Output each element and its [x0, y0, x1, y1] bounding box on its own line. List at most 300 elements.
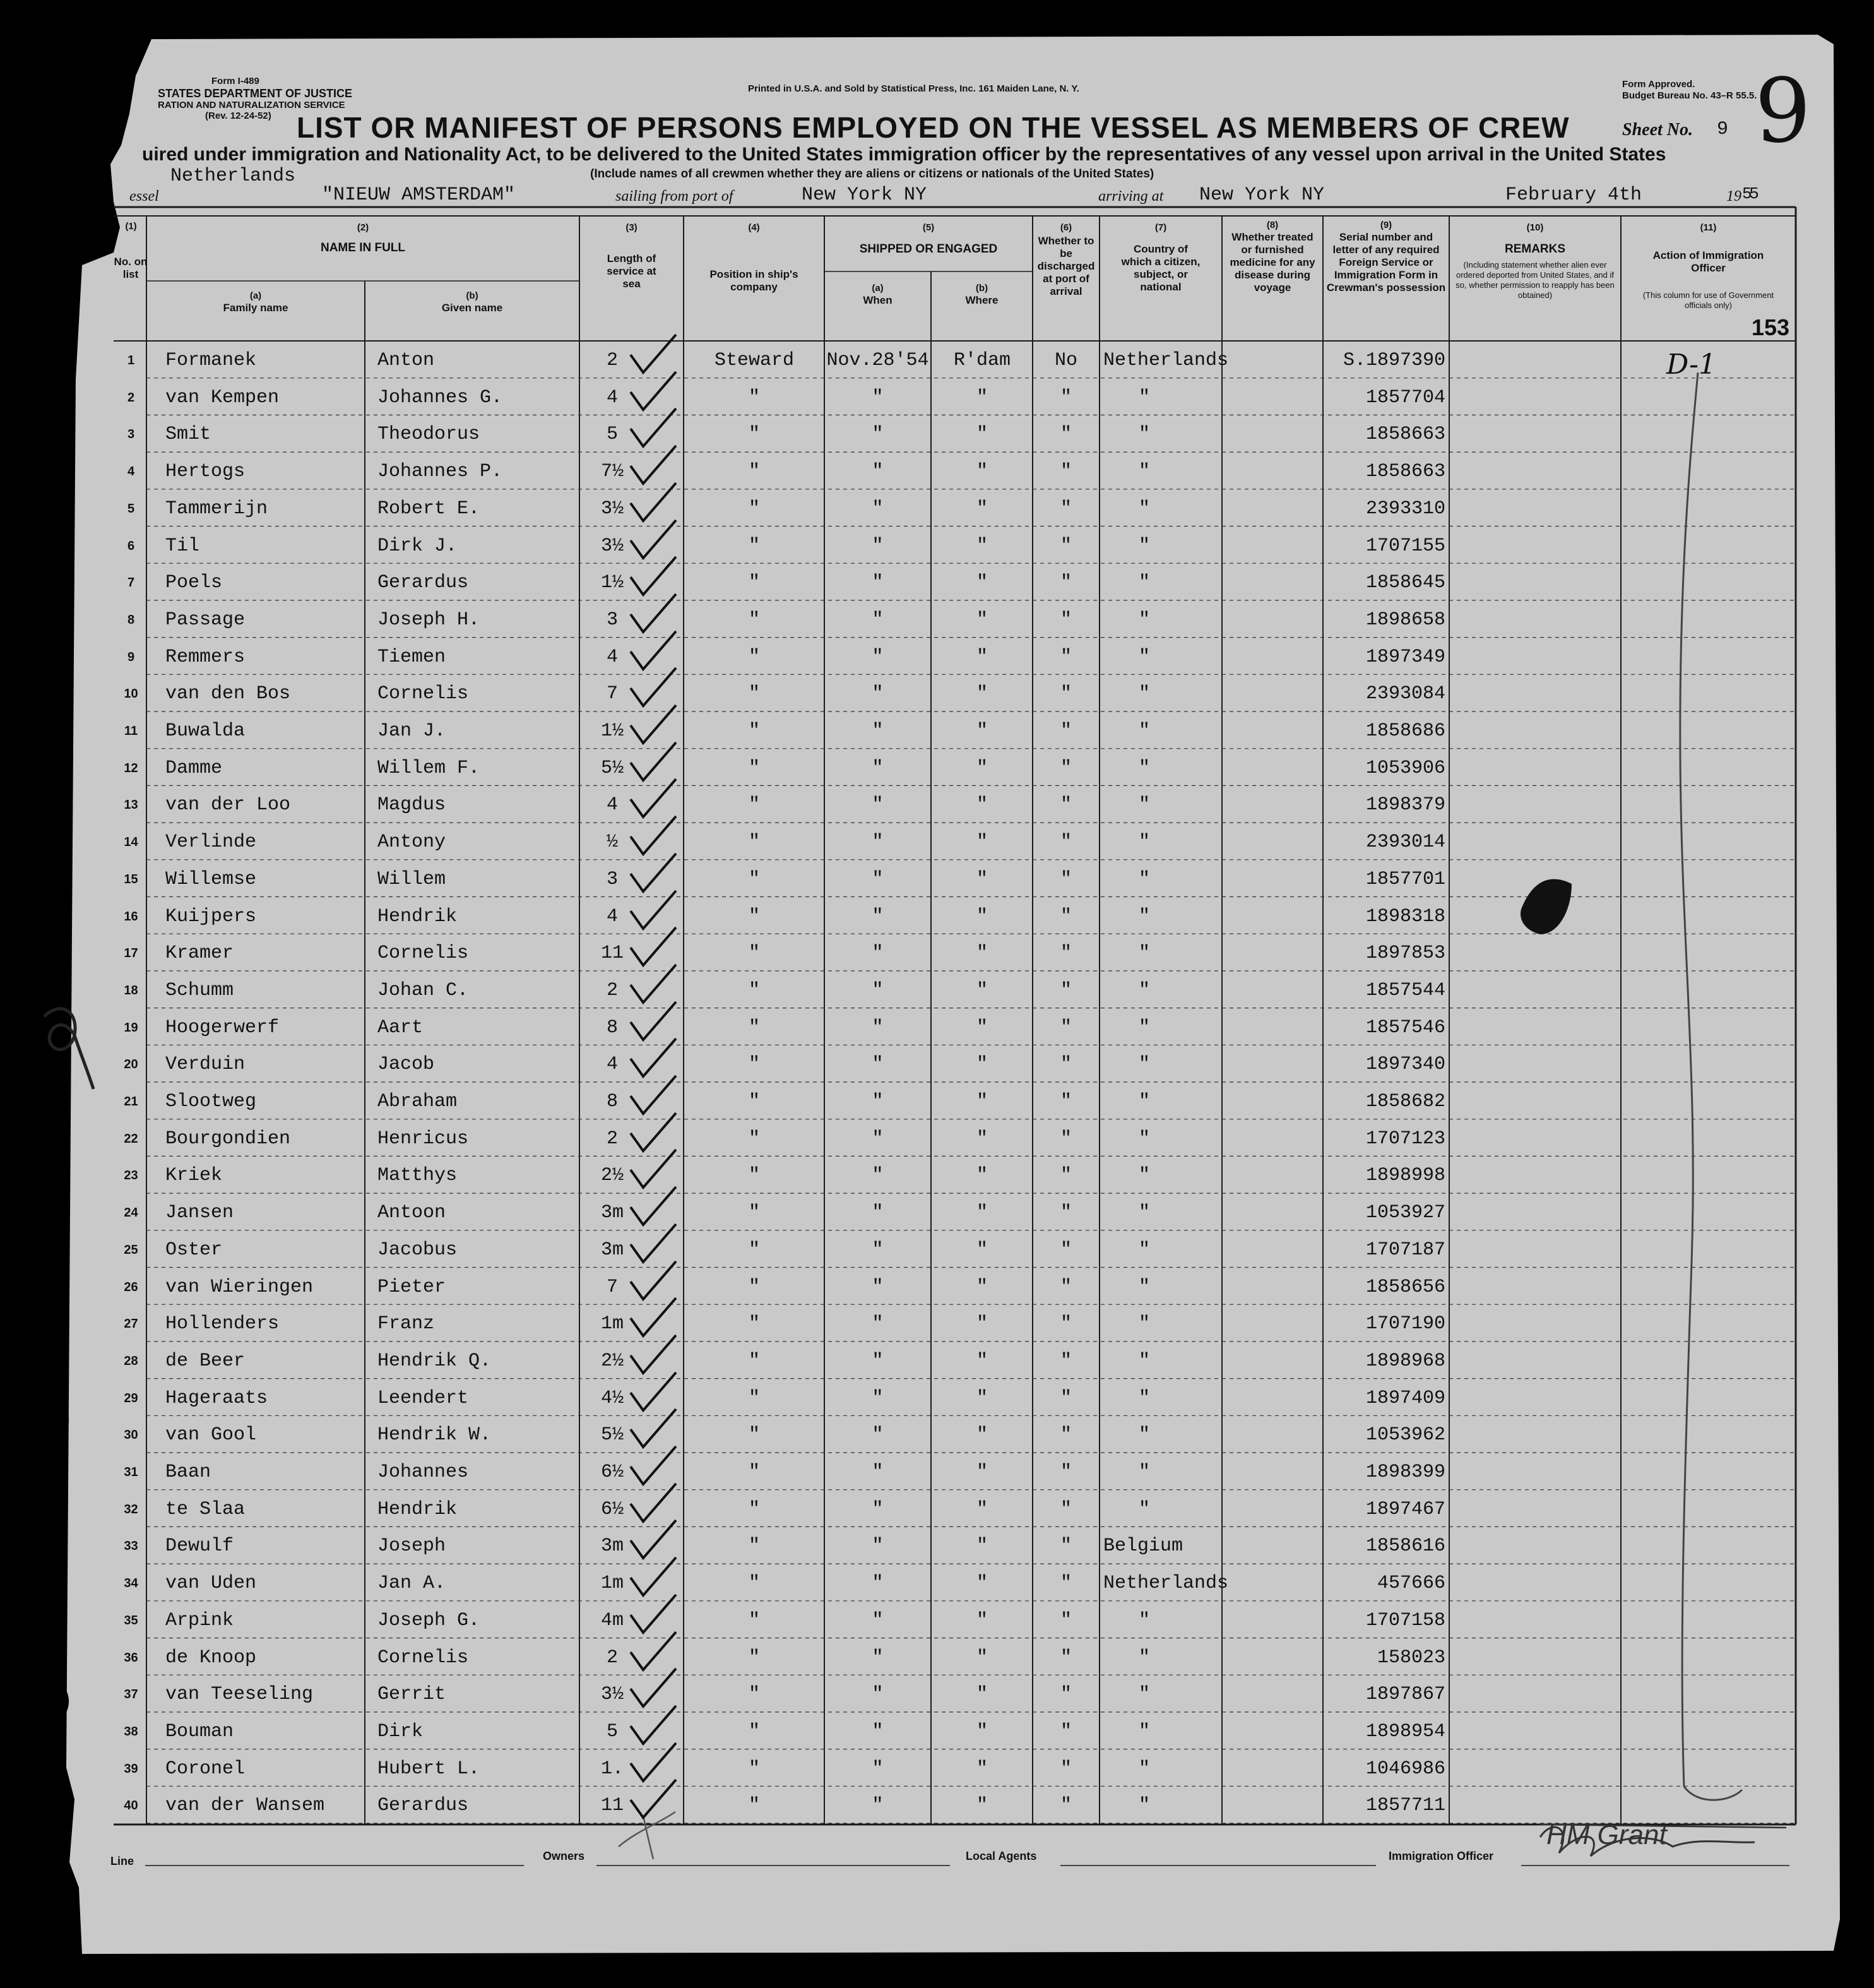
shipped-where-cell: ": [976, 646, 988, 668]
serial-number-cell: 1897467: [1365, 1498, 1445, 1520]
col3-num: (3): [626, 222, 638, 233]
given-name-cell: Johannes: [377, 1461, 469, 1483]
family-name-cell: Kramer: [165, 943, 234, 965]
family-name-cell: Remmers: [165, 646, 246, 668]
shipped-when-cell: ": [872, 1461, 884, 1483]
given-name-cell: Robert E.: [377, 497, 480, 520]
shipped-when-cell: ": [872, 646, 884, 668]
col9-num: (9): [1380, 220, 1392, 230]
given-name-cell: Henricus: [377, 1128, 469, 1150]
discharged-cell: ": [1060, 1498, 1072, 1520]
service-length-cell: 3m: [600, 1535, 624, 1557]
discharged-cell: ": [1060, 683, 1072, 705]
col1-header: No. on list: [114, 256, 148, 280]
service-length-cell: 8: [606, 1016, 618, 1039]
col10-num: (10): [1526, 222, 1544, 233]
shipped-when-cell: ": [872, 1535, 884, 1557]
discharged-cell: ": [1060, 1239, 1072, 1261]
shipped-where-cell: R'dam: [953, 350, 1011, 371]
shipped-when-cell: ": [872, 1758, 884, 1780]
position-cell: ": [748, 386, 760, 408]
row-number: 13: [124, 798, 138, 812]
table-row: [0, 1232, 1874, 1268]
year-suffix: 5 5: [1742, 184, 1753, 203]
shipped-where-cell: ": [976, 683, 988, 705]
col2a-num: (a): [249, 290, 262, 301]
discharged-cell: ": [1060, 1202, 1072, 1224]
shipped-when-cell: ": [872, 943, 884, 965]
shipped-where-cell: ": [976, 1387, 988, 1409]
service-length-cell: 4½: [600, 1387, 624, 1409]
service-length-cell: 3: [606, 609, 618, 631]
given-name-cell: Dirk J.: [377, 535, 458, 557]
col11-num: (11): [1700, 222, 1717, 233]
page-title: LIST OR MANIFEST OF PERSONS EMPLOYED ON THE VESSEL AS MEMBERS OF CREW: [297, 111, 1570, 144]
position-cell: ": [748, 1387, 760, 1409]
col8-header: Whether treated or furnished medicine for any disease during voyage: [1230, 231, 1315, 294]
position-cell: ": [748, 1609, 760, 1631]
table-row: [0, 1343, 1874, 1379]
country-cell: ": [1138, 1387, 1150, 1409]
family-name-cell: Coronel: [165, 1758, 246, 1780]
table-row: [0, 935, 1874, 972]
country-cell: Netherlands: [1103, 1573, 1229, 1595]
serial-number-cell: 457666: [1377, 1573, 1445, 1595]
family-name-cell: Verlinde: [165, 831, 257, 854]
country-cell: ": [1138, 1684, 1150, 1706]
country-cell: ": [1138, 1313, 1150, 1335]
row-number: 19: [124, 1020, 138, 1035]
shipped-where-cell: ": [976, 1609, 988, 1631]
service-length-cell: ½: [606, 831, 618, 854]
shipped-where-cell: ": [976, 943, 988, 965]
discharged-cell: ": [1060, 1461, 1072, 1483]
family-name-cell: Oster: [165, 1239, 223, 1261]
position-cell: ": [748, 535, 760, 557]
service-length-cell: 6½: [600, 1498, 624, 1520]
row-number: 25: [124, 1242, 138, 1257]
discharged-cell: ": [1060, 535, 1072, 557]
table-row: [0, 1751, 1874, 1787]
shipped-where-cell: ": [976, 1795, 988, 1817]
printer-line: Printed in U.S.A. and Sold by Statistical Press, Inc. 161 Maiden Lane, N. Y.: [748, 83, 1079, 94]
given-name-cell: Willem: [377, 868, 446, 890]
country-cell: ": [1138, 1609, 1150, 1631]
row-number: 14: [124, 835, 138, 850]
shipped-where-cell: ": [976, 535, 988, 557]
given-name-cell: Cornelis: [377, 1646, 469, 1669]
service-length-cell: 11: [600, 1795, 624, 1817]
col8-num: (8): [1266, 220, 1279, 230]
country-cell: ": [1138, 1498, 1150, 1520]
shipped-where-cell: ": [976, 386, 988, 408]
family-name-cell: Dewulf: [165, 1535, 234, 1557]
given-name-cell: Franz: [377, 1313, 435, 1335]
shipped-when-cell: ": [872, 1128, 884, 1150]
table-row: [0, 453, 1874, 490]
row-number: 27: [124, 1317, 138, 1331]
family-name-cell: Hoogerwerf: [165, 1016, 280, 1039]
service-length-cell: 3½: [600, 535, 624, 557]
shipped-where-cell: ": [976, 1128, 988, 1150]
shipped-when-cell: ": [872, 1387, 884, 1409]
row-number: 32: [124, 1502, 138, 1516]
discharged-cell: ": [1060, 1054, 1072, 1076]
position-cell: ": [748, 646, 760, 668]
service-length-cell: 4: [606, 386, 618, 408]
arriving-port: New York NY: [1199, 184, 1325, 206]
family-name-cell: Hertogs: [165, 461, 246, 483]
serial-number-cell: 2393084: [1365, 683, 1445, 705]
vessel-name: "NIEUW AMSTERDAM": [322, 184, 516, 206]
shipped-when-cell: ": [872, 1720, 884, 1742]
shipped-where-cell: ": [976, 868, 988, 890]
service-length-cell: 4: [606, 905, 618, 927]
given-name-cell: Hendrik Q.: [377, 1350, 492, 1372]
discharged-cell: ": [1060, 979, 1072, 1001]
country-cell: ": [1138, 1202, 1150, 1224]
discharged-cell: ": [1060, 1535, 1072, 1557]
country-cell: ": [1138, 609, 1150, 631]
discharged-cell: ": [1060, 609, 1072, 631]
revision: (Rev. 12-24-52): [205, 110, 271, 121]
family-name-cell: van Uden: [165, 1573, 257, 1595]
shipped-when-cell: ": [872, 424, 884, 446]
discharged-cell: ": [1060, 1165, 1072, 1187]
row-number: 8: [127, 612, 135, 627]
table-row: [0, 824, 1874, 860]
country-cell: ": [1138, 1350, 1150, 1372]
table-row: [0, 787, 1874, 823]
given-name-cell: Joseph H.: [377, 609, 480, 631]
year-prefix: 19: [1726, 188, 1741, 205]
discharged-cell: ": [1060, 1573, 1072, 1595]
table-row: [0, 1565, 1874, 1602]
table-row: [0, 639, 1874, 676]
footer-immigration-officer-label: Immigration Officer: [1389, 1850, 1494, 1862]
row-number: 37: [124, 1687, 138, 1702]
service: RATION AND NATURALIZATION SERVICE: [158, 100, 345, 110]
shipped-when-cell: ": [872, 831, 884, 854]
table-row: [0, 750, 1874, 787]
row-number: 28: [124, 1354, 138, 1368]
col5b-num: (b): [975, 283, 988, 294]
given-name-cell: Cornelis: [377, 943, 469, 965]
serial-number-cell: 1898658: [1365, 609, 1445, 631]
serial-number-cell: 1858663: [1365, 461, 1445, 483]
service-length-cell: 7: [606, 1276, 618, 1298]
shipped-when-cell: ": [872, 979, 884, 1001]
service-length-cell: 4m: [600, 1609, 624, 1631]
table-row: [0, 602, 1874, 638]
shipped-when-cell: ": [872, 1202, 884, 1224]
serial-number-cell: 1858616: [1365, 1535, 1445, 1557]
count-annotation: 153: [1752, 314, 1790, 340]
sheet-number-typed: 9: [1717, 119, 1729, 140]
sheet-number-handwritten: 9: [1755, 60, 1812, 163]
table-row: [0, 1528, 1874, 1564]
row-number: 15: [124, 872, 138, 886]
table-row: [0, 1009, 1874, 1046]
serial-number-cell: 1053962: [1365, 1424, 1445, 1446]
shipped-when-cell: ": [872, 1424, 884, 1446]
col4-header: Position in ship's company: [709, 268, 798, 293]
page-subtitle: uired under immigration and Nationality Act, to be delivered to the United States immigration officer by the representatives of any vessel upon arrival in the United States: [142, 144, 1666, 165]
col10-note: (Including statement whether alien ever ordered deported from United States, and if so, whether permission to reapply has been obtained): [1456, 260, 1615, 300]
row-number: 16: [124, 909, 138, 924]
family-name-cell: Passage: [165, 609, 246, 631]
shipped-when-cell: ": [872, 1646, 884, 1669]
table-row: [0, 416, 1874, 453]
position-cell: ": [748, 831, 760, 854]
position-cell: ": [748, 1350, 760, 1372]
position-cell: ": [748, 1758, 760, 1780]
shipped-where-cell: ": [976, 1684, 988, 1706]
col1-num: (1): [125, 221, 137, 232]
serial-number-cell: 1707187: [1365, 1239, 1445, 1261]
serial-number-cell: 1897867: [1365, 1684, 1445, 1706]
col2b-header: Given name: [441, 302, 503, 314]
serial-number-cell: 2393310: [1365, 497, 1445, 520]
discharged-cell: ": [1060, 386, 1072, 408]
shipped-when-cell: ": [872, 1091, 884, 1112]
shipped-where-cell: ": [976, 497, 988, 520]
position-cell: ": [748, 1016, 760, 1039]
serial-number-cell: 1897853: [1365, 943, 1445, 965]
country-cell: ": [1138, 1165, 1150, 1187]
row-number: 36: [124, 1650, 138, 1665]
col11-header: Action of Immigration Officer: [1652, 249, 1764, 274]
shipped-where-cell: ": [976, 1276, 988, 1298]
row-number: 26: [124, 1280, 138, 1294]
position-cell: ": [748, 1128, 760, 1150]
row-number: 4: [127, 465, 135, 479]
family-name-cell: Slootweg: [165, 1091, 257, 1112]
discharged-cell: ": [1060, 1720, 1072, 1742]
given-name-cell: Dirk: [377, 1720, 424, 1742]
family-name-cell: de Knoop: [165, 1646, 257, 1669]
position-cell: ": [748, 905, 760, 927]
service-length-cell: 1½: [600, 720, 624, 742]
discharged-cell: ": [1060, 424, 1072, 446]
row-number: 17: [124, 946, 138, 961]
row-number: 7: [127, 576, 135, 590]
service-length-cell: 1½: [600, 572, 624, 594]
service-length-cell: 7: [606, 683, 618, 705]
given-name-cell: Antoon: [377, 1202, 446, 1224]
shipped-where-cell: ": [976, 1202, 988, 1224]
serial-number-cell: 1898998: [1365, 1165, 1445, 1187]
position-cell: ": [748, 1165, 760, 1187]
arrival-date: February 4th: [1505, 184, 1642, 206]
discharged-cell: ": [1060, 497, 1072, 520]
family-name-cell: Baan: [165, 1461, 211, 1483]
row-number: 20: [124, 1057, 138, 1072]
service-length-cell: 1.: [600, 1758, 624, 1780]
col7-num: (7): [1154, 222, 1167, 233]
serial-number-cell: 1707123: [1365, 1128, 1445, 1150]
family-name-cell: Hageraats: [165, 1387, 268, 1409]
country-cell: ": [1138, 424, 1150, 446]
table-row: [0, 898, 1874, 935]
vessel-flag: Netherlands: [170, 165, 296, 187]
family-name-cell: Buwalda: [165, 720, 246, 742]
shipped-where-cell: ": [976, 1720, 988, 1742]
row-number: 1: [127, 354, 135, 367]
table-row: [0, 342, 1874, 379]
shipped-when-cell: ": [872, 1684, 884, 1706]
serial-number-cell: 1707155: [1365, 535, 1445, 557]
service-length-cell: 11: [600, 943, 624, 965]
row-number: 24: [124, 1206, 138, 1220]
footer-local-agents-label: Local Agents: [966, 1850, 1037, 1862]
country-cell: ": [1138, 1758, 1150, 1780]
family-name-cell: Formanek: [165, 350, 257, 371]
given-name-cell: Magdus: [377, 794, 446, 816]
shipped-where-cell: ": [976, 757, 988, 779]
shipped-when-cell: ": [872, 535, 884, 557]
position-cell: ": [748, 1054, 760, 1076]
family-name-cell: Willemse: [165, 868, 257, 890]
shipped-where-cell: ": [976, 1350, 988, 1372]
service-length-cell: 1m: [600, 1573, 624, 1595]
given-name-cell: Johannes G.: [377, 386, 503, 408]
position-cell: Steward: [714, 350, 795, 371]
serial-number-cell: 1898399: [1365, 1461, 1445, 1483]
serial-number-cell: 1857546: [1365, 1016, 1445, 1039]
row-number: 38: [124, 1724, 138, 1739]
row-number: 31: [124, 1465, 138, 1479]
service-length-cell: 5: [606, 424, 618, 446]
family-name-cell: Kriek: [165, 1165, 223, 1187]
discharged-cell: ": [1060, 1609, 1072, 1631]
shipped-where-cell: ": [976, 979, 988, 1001]
serial-number-cell: 1857544: [1365, 979, 1445, 1001]
discharged-cell: ": [1060, 831, 1072, 854]
discharged-cell: ": [1060, 1646, 1072, 1669]
serial-number-cell: 158023: [1377, 1646, 1445, 1669]
row-number: 3: [127, 427, 135, 442]
discharged-cell: ": [1060, 757, 1072, 779]
row-number: 29: [124, 1391, 138, 1405]
department: STATES DEPARTMENT OF JUSTICE: [158, 87, 353, 100]
row-number: 35: [124, 1613, 138, 1628]
family-name-cell: Verduin: [165, 1054, 246, 1076]
given-name-cell: Anton: [377, 350, 435, 371]
table-row: [0, 379, 1874, 416]
serial-number-cell: 1707190: [1365, 1313, 1445, 1335]
from-port: New York NY: [802, 184, 927, 206]
serial-number-cell: 1898954: [1365, 1720, 1445, 1742]
shipped-where-cell: ": [976, 1016, 988, 1039]
budget-bureau: Budget Bureau No. 43–R 55.5.: [1622, 90, 1757, 101]
sailing-label: sailing from port of: [615, 188, 733, 205]
table-row: [0, 1121, 1874, 1157]
discharged-cell: ": [1060, 1758, 1072, 1780]
row-number: 33: [124, 1539, 138, 1554]
country-cell: ": [1138, 1091, 1150, 1112]
serial-number-cell: 1858682: [1365, 1091, 1445, 1112]
given-name-cell: Abraham: [377, 1091, 458, 1112]
shipped-when-cell: ": [872, 1573, 884, 1595]
shipped-when-cell: ": [872, 1054, 884, 1076]
shipped-when-cell: ": [872, 1609, 884, 1631]
serial-number-cell: 1857704: [1365, 386, 1445, 408]
serial-number-cell: 2393014: [1365, 831, 1445, 854]
discharged-cell: ": [1060, 1684, 1072, 1706]
col5a-num: (a): [872, 283, 884, 294]
given-name-cell: Johannes P.: [377, 461, 503, 483]
country-cell: ": [1138, 1720, 1150, 1742]
row-number: 9: [127, 650, 135, 664]
service-length-cell: 4: [606, 794, 618, 816]
row-number: 10: [124, 687, 138, 701]
country-cell: ": [1138, 386, 1150, 408]
position-cell: ": [748, 1498, 760, 1520]
service-length-cell: 3½: [600, 1684, 624, 1706]
table-row: [0, 1046, 1874, 1083]
position-cell: ": [748, 979, 760, 1001]
position-cell: ": [748, 572, 760, 594]
given-name-cell: Hendrik W.: [377, 1424, 492, 1446]
shipped-when-cell: ": [872, 1350, 884, 1372]
position-cell: ": [748, 1535, 760, 1557]
family-name-cell: Hollenders: [165, 1313, 280, 1335]
family-name-cell: Jansen: [165, 1202, 234, 1224]
discharged-cell: ": [1060, 1313, 1072, 1335]
country-cell: ": [1138, 1239, 1150, 1261]
service-length-cell: 8: [606, 1091, 618, 1112]
shipped-when-cell: ": [872, 794, 884, 816]
family-name-cell: van Teeseling: [165, 1684, 314, 1706]
page-subnote: (Include names of all crewmen whether they are aliens or citizens or nationals of the United States): [590, 167, 1154, 181]
country-cell: ": [1138, 757, 1150, 779]
service-length-cell: 6½: [600, 1461, 624, 1483]
col2b-num: (b): [466, 290, 478, 301]
service-length-cell: 3½: [600, 497, 624, 520]
discharged-cell: ": [1060, 1091, 1072, 1112]
serial-number-cell: S.1897390: [1343, 350, 1445, 371]
discharged-cell: ": [1060, 794, 1072, 816]
given-name-cell: Gerardus: [377, 572, 469, 594]
given-name-cell: Willem F.: [377, 757, 480, 779]
given-name-cell: Johan C.: [377, 979, 469, 1001]
country-cell: ": [1138, 646, 1150, 668]
service-length-cell: 1m: [600, 1313, 624, 1335]
serial-number-cell: 1897409: [1365, 1387, 1445, 1409]
col5b-header: Where: [965, 294, 999, 306]
shipped-where-cell: ": [976, 1535, 988, 1557]
discharged-cell: ": [1060, 1350, 1072, 1372]
vessel-label: essel: [129, 188, 159, 205]
country-cell: ": [1138, 1128, 1150, 1150]
shipped-when-cell: Nov.28'54: [826, 350, 929, 371]
row-number: 39: [124, 1761, 138, 1776]
row-number: 23: [124, 1169, 138, 1183]
serial-number-cell: 1857711: [1365, 1795, 1445, 1817]
family-name-cell: van Gool: [165, 1424, 257, 1446]
service-length-cell: 2½: [600, 1350, 624, 1372]
given-name-cell: Hubert L.: [377, 1758, 480, 1780]
col3-header: Length of service at sea: [607, 253, 656, 290]
service-length-cell: 7½: [600, 461, 624, 483]
given-name-cell: Tiemen: [377, 646, 446, 668]
family-name-cell: Til: [165, 535, 200, 557]
discharged-cell: ": [1060, 905, 1072, 927]
shipped-when-cell: ": [872, 386, 884, 408]
serial-number-cell: 1707158: [1365, 1609, 1445, 1631]
country-cell: ": [1138, 831, 1150, 854]
